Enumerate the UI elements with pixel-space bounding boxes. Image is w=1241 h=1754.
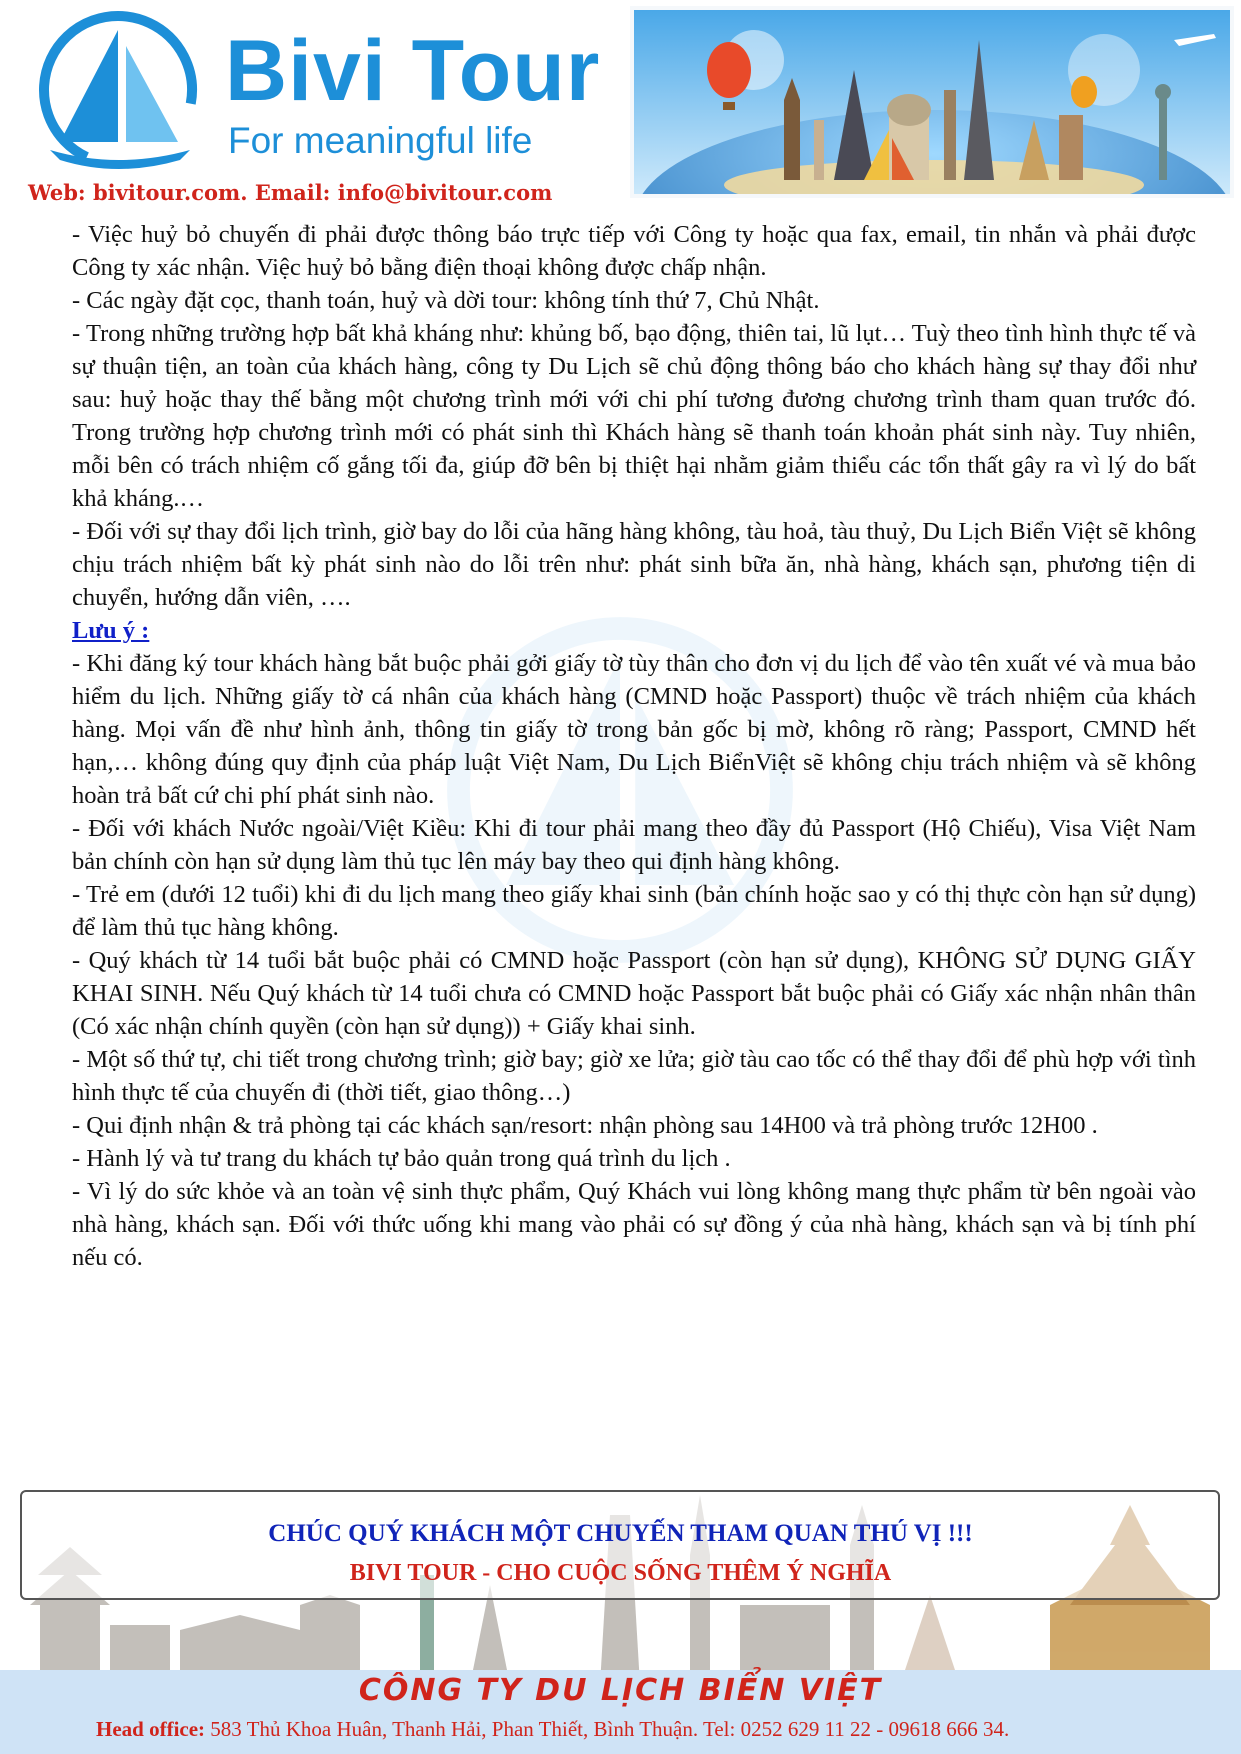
slogan-line: BIVI TOUR - CHO CUỘC SỐNG THÊM Ý NGHĨA: [349, 1560, 892, 1586]
note-paragraph: - Khi đăng ký tour khách hàng bắt buộc phải gởi giấy tờ tùy thân cho đơn vị du lịch để vào tên xuất vé và mua bảo hiểm du lịch. Những giấy tờ cá nhân của khách hàng (CMND hoặc Passport) thuộc về trách nhiệm của khách hàng. Mọi vấn đề như hình ảnh, thông tin giấy tờ trong bản gốc bị mờ, không rõ ràng; Passport, CMND hết hạn,… không đúng quy định của pháp luật Việt Nam, Du Lịch BiểnViệt sẽ không chịu trách nhiệm và sẽ không hoàn trả bất cứ chi phí phát sinh nào.: [72, 650, 1196, 809]
head-office-address: [96, 1717, 1009, 1742]
head-office-text: 583 Thủ Khoa Huân, Thanh Hải, Phan Thiết, Bình Thuận. Tel: 0252 629 11 22 - 09618 666 34.: [205, 1717, 1010, 1741]
note-paragraph: - Trẻ em (dưới 12 tuổi) khi đi du lịch mang theo giấy khai sinh (bản chính hoặc sao y có thị thực còn hạn sử dụng) để làm thủ tục hàng không.: [72, 881, 1196, 941]
contact-info: Web: bivitour.com. Email: info@bivitour.com: [28, 180, 553, 205]
terms-paragraph: - Các ngày đặt cọc, thanh toán, huỷ và dời tour: không tính thứ 7, Chủ Nhật.: [72, 287, 820, 314]
brand-slogan: For meaningful life: [228, 120, 533, 161]
note-paragraph: - Qui định nhận & trả phòng tại các khách sạn/resort: nhận phòng sau 14H00 và trả phòng trước 12H00 .: [72, 1112, 1098, 1139]
terms-paragraph: - Đối với sự thay đổi lịch trình, giờ bay do lỗi của hãng hàng không, tàu hoả, tàu thuỷ, Du Lịch Biển Việt sẽ không chịu trách nhiệm bất kỳ phát sinh nào do lỗi trên như: phát sinh bữa ăn, nhà hàng, khách sạn, phương tiện di chuyển, hướng dẫn viên, ….: [72, 518, 1196, 611]
sailboat-icon: [20, 10, 220, 175]
terms-paragraph: - Trong những trường hợp bất khả kháng như: khủng bố, bạo động, thiên tai, lũ lụt… Tuỳ theo tình hình thực tế và sự thuận tiện, an toàn của khách hàng, công ty Du Lịch sẽ chủ động thông báo cho khách hàng sự thay đổi như sau: huỷ hoặc thay thế bằng một chương trình mới với chi phí tương đương chương trình tham quan trước đó. Trong trường hợp chương trình mới có phát sinh thì Khách hàng sẽ thanh toán khoản phát sinh này. Tuy nhiên, mỗi bên có trách nhiệm cố gắng tối đa, giúp đỡ bên bị thiệt hại nhằm giảm thiểu các tổn thất gây ra vì lý do bất khả kháng.…: [72, 320, 1196, 512]
world-landmarks-banner: [630, 6, 1234, 198]
note-heading: Lưu ý :: [72, 617, 150, 644]
note-paragraph: - Quý khách từ 14 tuổi bắt buộc phải có CMND hoặc Passport (còn hạn sử dụng), KHÔNG SỬ DỤNG GIẤY KHAI SINH. Nếu Quý khách từ 14 tuổi chưa có CMND hoặc Passport bắt buộc phải có Giấy xác nhận nhân thân (Có xác nhận chính quyền (còn hạn sử dụng)) + Giấy khai sinh.: [72, 947, 1196, 1040]
terms-paragraph: - Việc huỷ bỏ chuyến đi phải được thông báo trực tiếp với Công ty hoặc qua fax, email, tin nhắn và phải được Công ty xác nhận. Việc huỷ bỏ bằng điện thoại không được chấp nhận.: [72, 221, 1196, 281]
page-footer: [0, 1455, 1241, 1754]
brand-logo: [20, 10, 640, 180]
note-paragraph: - Hành lý và tư trang du khách tự bảo quản trong quá trình du lịch .: [72, 1145, 731, 1172]
terms-content: [72, 218, 1196, 1274]
note-paragraph: - Vì lý do sức khỏe và an toàn vệ sinh thực phẩm, Quý Khách vui lòng không mang thực phẩm từ bên ngoài vào nhà hàng, khách sạn. Đối với thức uống khi mang vào phải có sự đồng ý của nhà hàng, khách sạn và bị tính phí nếu có.: [72, 1178, 1196, 1271]
wish-line: CHÚC QUÝ KHÁCH MỘT CHUYẾN THAM QUAN THÚ VỊ !!!: [268, 1520, 973, 1547]
note-paragraph: - Một số thứ tự, chi tiết trong chương trình; giờ bay; giờ xe lửa; giờ tàu cao tốc có thể thay đổi để phù hợp với tình hình thực tế của chuyến đi (thời tiết, giao thông…): [72, 1046, 1196, 1106]
note-paragraph: - Đối với khách Nước ngoài/Việt Kiều: Khi đi tour phải mang theo đầy đủ Passport (Hộ Chiếu), Visa Việt Nam bản chính còn hạn sử dụng làm thủ tục lên máy bay theo qui định hàng không.: [72, 815, 1196, 875]
brand-name: Bivi Tour: [225, 23, 601, 119]
page-header: [0, 0, 1241, 205]
landmarks-illustration: [634, 10, 1230, 194]
company-name: CÔNG TY DU LỊCH BIỂN VIỆT: [358, 1673, 883, 1708]
head-office-label: Head office:: [96, 1717, 206, 1741]
